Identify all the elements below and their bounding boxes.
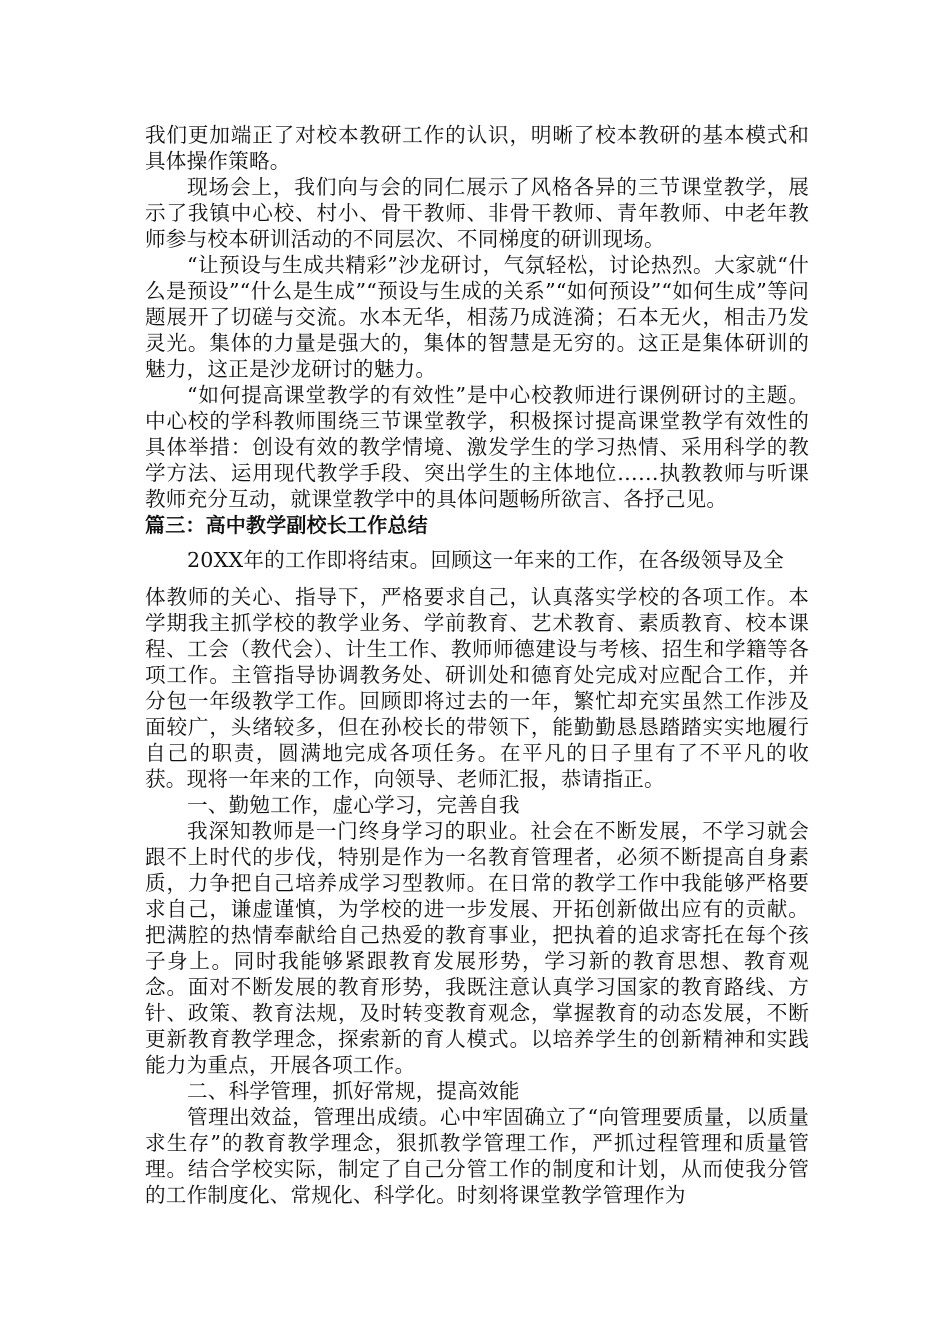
subsection-body-2: 管理出效益，管理出成绩。心中牢固确立了“向管理要质量，以质量求生存”的教育教学理念，狠抓教学管理工作，严抓过程管理和质量管理。结合学校实际，制定了自己分管工作的制度和计划，从而使我分管的工作制度化、常规化、科学化。时刻将课堂教学管理作为 bbox=[145, 1105, 809, 1207]
intro-first-line: 20XX年的工作即将结束。回顾这一年来的工作，在各级领导及全 bbox=[187, 548, 784, 572]
intro-paragraph: 体教师的关心、指导下，严格要求自己，认真落实学校的各项工作。本学期我主抓学校的教学业务、学前教育、艺术教育、素质教育、校本课程、工会（教代会）、计生工作、教师师德建设与考核、招生和学籍等各项工作。主管指导协调教务处、研训处和德育处完成对应配合工作，并分包一年级教学工作。回顾即将过去的一年，繁忙却充实虽然工作涉及面较广，头绪较多，但在孙校长的带领下，能勤勤恳恳踏踏实实地履行自己的职责，圆满地完成各项任务。在平凡的日子里有了不平凡的收获。现将一年来的工作，向领导、老师汇报，恭请指正。 bbox=[145, 585, 809, 791]
paragraph-salon: “让预设与生成共精彩”沙龙研讨，气氛轻松，讨论热烈。大家就“什么是预设”“什么是生成”“预设与生成的关系”“如何预设”“如何生成”等问题展开了切磋与交流。水本无华，相荡乃成涟漪；石本无火，相击乃发灵光。集体的力量是强大的，集体的智慧是无穷的。这正是集体研训的魅力，这正是沙龙研讨的魅力。 bbox=[145, 253, 809, 381]
paragraph-exhibition: 现场会上，我们向与会的同仁展示了风格各异的三节课堂教学，展示了我镇中心校、村小、骨干教师、非骨干教师、青年教师、中老年教师参与校本研训活动的不同层次、不同梯度的研训现场。 bbox=[145, 175, 809, 251]
subsection-title-2: 二、科学管理，抓好常规，提高效能 bbox=[187, 1079, 520, 1103]
subsection-title-1: 一、勤勉工作，虚心学习，完善自我 bbox=[187, 793, 520, 817]
paragraph-continuation: 我们更加端正了对校本教研工作的认识，明晰了校本教研的基本模式和具体操作策略。 bbox=[145, 123, 809, 173]
paragraph-lesson-study: “如何提高课堂教学的有效性”是中心校教师进行课例研讨的主题。中心校的学科教师围绕三节课堂教学，积极探讨提高课堂教学有效性的具体举措：创设有效的教学情境、激发学生的学习热情、采用科学的教学方法、运用现代教学手段、突出学生的主体地位……执教教师与听课教师充分互动，就课堂教学中的具体问题畅所欲言、各抒己见。 bbox=[145, 383, 809, 511]
document-body bbox=[145, 122, 809, 1208]
section-heading: 篇三：高中教学副校长工作总结 bbox=[145, 513, 428, 537]
subsection-body-1: 我深知教师是一门终身学习的职业。社会在不断发展，不学习就会跟不上时代的步伐，特别是作为一名教育管理者，必须不断提高自身素质，力争把自己培养成学习型教师。在日常的教学工作中我能够严格要求自己，谦虚谨慎，为学校的进一步发展、开拓创新做出应有的贡献。把满腔的热情奉献给自己热爱的教育事业，把执着的追求寄托在每个孩子身上。同时我能够紧跟教育发展形势，学习新的教育思想、教育观念。面对不断发展的教育形势，我既注意认真学习国家的教育路线、方针、政策、教育法规，及时转变教育观念，掌握教育的动态发展，不断更新教育教学理念，探索新的育人模式。以培养学生的创新精神和实践能力为重点，开展各项工作。 bbox=[145, 819, 809, 1077]
